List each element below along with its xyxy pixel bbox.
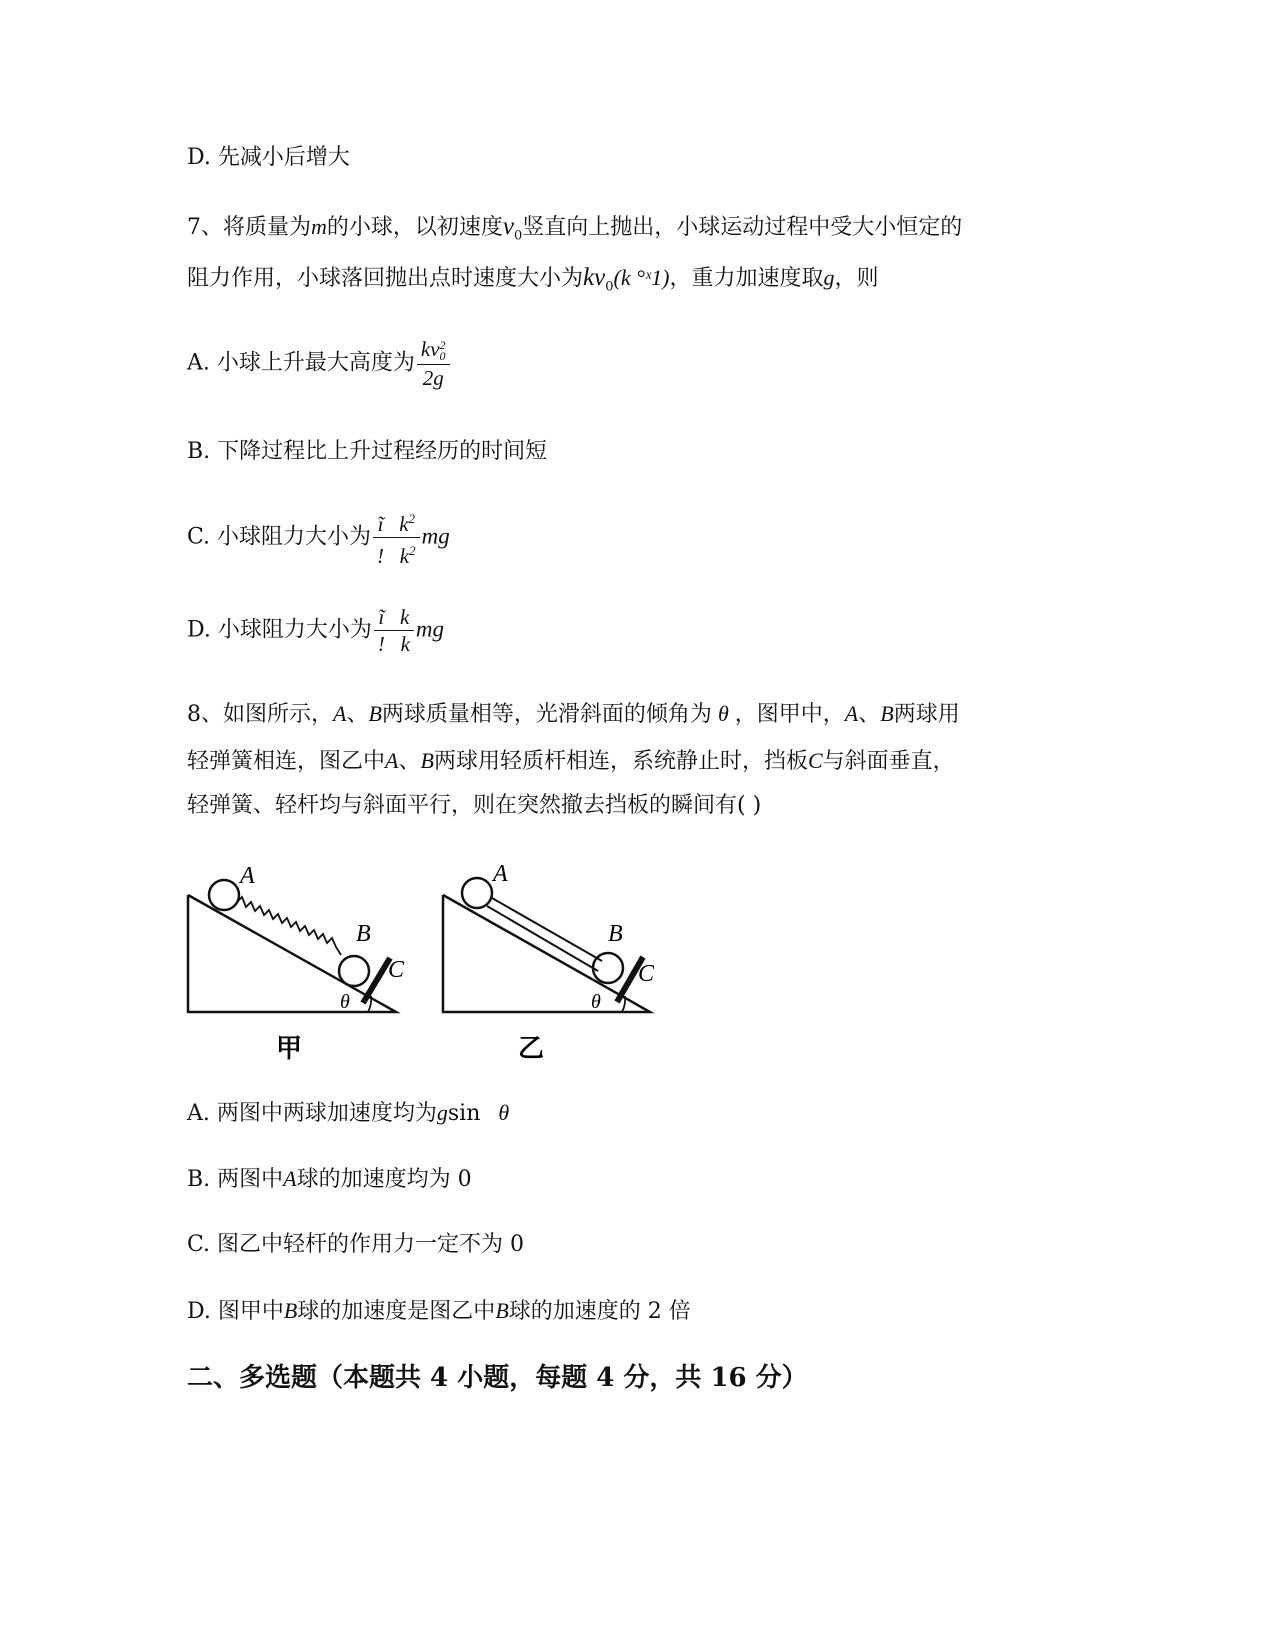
drag-force-fraction-d	[374, 606, 414, 655]
rod-line-1	[487, 906, 598, 971]
q8-option-b	[187, 1164, 472, 1195]
option-text: D. 图甲中	[187, 1299, 284, 1324]
mg-term: mg	[415, 616, 445, 642]
frac-num-sup: 2	[439, 338, 446, 353]
v0-subscript: 0	[514, 228, 523, 244]
option-text: D. 小球阻力大小为	[187, 617, 372, 643]
ball-a-symbol: A	[333, 701, 347, 726]
q7-text: ，重力加速度取	[669, 266, 824, 291]
frac-den: ! k	[377, 544, 410, 568]
theta-symbol: θ	[717, 701, 729, 726]
frac-num: kv	[420, 337, 440, 361]
q8-option-c: C. 图乙中轻杆的作用力一定不为 0	[187, 1232, 525, 1257]
q8-text: ，图甲中，	[734, 702, 845, 727]
section-heading: 二、多选题（本题共 4 小题，每题 4 分，共 16 分）	[187, 1363, 808, 1393]
g-symbol: g	[436, 1100, 448, 1125]
q7-text: 的小球，以初速度	[326, 215, 503, 240]
q8-text: 、	[858, 702, 881, 727]
ball-a-symbol: A	[844, 701, 859, 726]
q8-text: 8、如图所示，	[187, 702, 333, 727]
q7-text: 7、将质量为	[187, 215, 311, 240]
kv0-subscript: 0	[605, 279, 614, 295]
q8-option-d	[187, 1296, 691, 1327]
rod-line-2	[492, 898, 602, 961]
kv0-v: v	[594, 264, 606, 291]
option-text: 球的加速度是图乙中	[297, 1299, 496, 1324]
left-label-b: B	[356, 921, 371, 947]
frac-den: ! k	[377, 632, 410, 656]
right-label-c: C	[638, 961, 655, 987]
left-ball-b	[339, 956, 369, 986]
frac-den: 2g	[422, 366, 444, 391]
option-text: A. 小球上升最大高度为	[187, 350, 415, 376]
left-label-theta: θ	[340, 991, 350, 1013]
sin-text: sin	[447, 1101, 481, 1126]
ball-b-symbol: B	[368, 701, 382, 726]
ball-b-symbol: B	[880, 701, 894, 726]
frac-num: ĩ k	[374, 606, 414, 631]
frac-num: ĩ k	[377, 512, 409, 536]
option-text: B. 两图中	[187, 1167, 284, 1192]
q6-option-d: D. 先减小后增大	[187, 145, 350, 170]
q7-text: 竖直向上抛出，小球运动过程中受大小恒定的	[522, 215, 963, 240]
option-text: 球的加速度均为 0	[296, 1167, 472, 1192]
q8-stem-line-2	[187, 746, 955, 777]
q8-text: 、	[398, 749, 421, 774]
kv0-k: k	[583, 264, 595, 291]
frac-num-sub: 0	[439, 349, 446, 364]
ball-b-symbol: B	[495, 1298, 509, 1323]
right-label-a: A	[493, 861, 508, 887]
q7-stem-line-1	[187, 212, 962, 251]
left-label-a: A	[240, 863, 255, 889]
right-label-theta: θ	[591, 991, 601, 1013]
option-text: A. 两图中两球加速度均为	[187, 1101, 437, 1126]
incline-figure	[180, 855, 680, 1070]
ball-a-symbol: A	[283, 1166, 297, 1191]
spring	[237, 897, 341, 955]
q8-text: 两球用轻质杆相连，系统静止时，挡板	[433, 749, 808, 774]
kv0-condition: (k °ˣ1)	[613, 265, 670, 290]
q7-option-a	[187, 338, 452, 389]
frac-num-sup: 2	[408, 511, 416, 526]
left-label-c: C	[388, 957, 405, 983]
plate-c-symbol: C	[807, 748, 823, 773]
max-height-fraction	[417, 338, 450, 389]
option-text: C. 小球阻力大小为	[187, 524, 372, 550]
ball-b-symbol: B	[420, 748, 434, 773]
right-caption: 乙	[518, 1034, 545, 1063]
ball-a-symbol: A	[385, 748, 399, 773]
q7-option-b: B. 下降过程比上升过程经历的时间短	[187, 439, 548, 464]
theta-symbol: θ	[498, 1100, 510, 1125]
q8-text: 与斜面垂直，	[822, 749, 955, 774]
q8-text: 两球用	[893, 702, 960, 727]
q7-stem-line-2	[187, 263, 878, 302]
right-ball-a	[462, 878, 492, 908]
frac-den-sup: 2	[409, 543, 416, 558]
q7-text: 阻力作用，小球落回抛出点时速度大小为	[187, 266, 584, 291]
q7-option-d	[187, 606, 444, 655]
mass-symbol: m	[311, 214, 327, 239]
q8-text: 、	[346, 702, 369, 727]
q8-text: 轻弹簧相连，图乙中	[187, 749, 386, 774]
q7-option-c	[187, 508, 450, 567]
option-text: 球的加速度的 2 倍	[508, 1299, 691, 1324]
q7-text: ，则	[834, 266, 879, 291]
right-label-b: B	[608, 921, 623, 947]
v0-symbol: v	[502, 213, 515, 240]
g-symbol: g	[823, 265, 835, 290]
mg-term: mg	[421, 523, 450, 549]
q8-option-a	[187, 1098, 509, 1129]
q8-stem-line-1	[187, 699, 960, 730]
left-caption: 甲	[276, 1034, 303, 1063]
drag-force-fraction-c	[373, 508, 420, 567]
ball-b-symbol: B	[283, 1298, 298, 1323]
left-ball-a	[209, 880, 239, 910]
q8-text: 两球质量相等，光滑斜面的倾角为	[381, 702, 712, 727]
q8-stem-line-3: 轻弹簧、轻杆均与斜面平行，则在突然撤去挡板的瞬间有( )	[187, 793, 762, 818]
